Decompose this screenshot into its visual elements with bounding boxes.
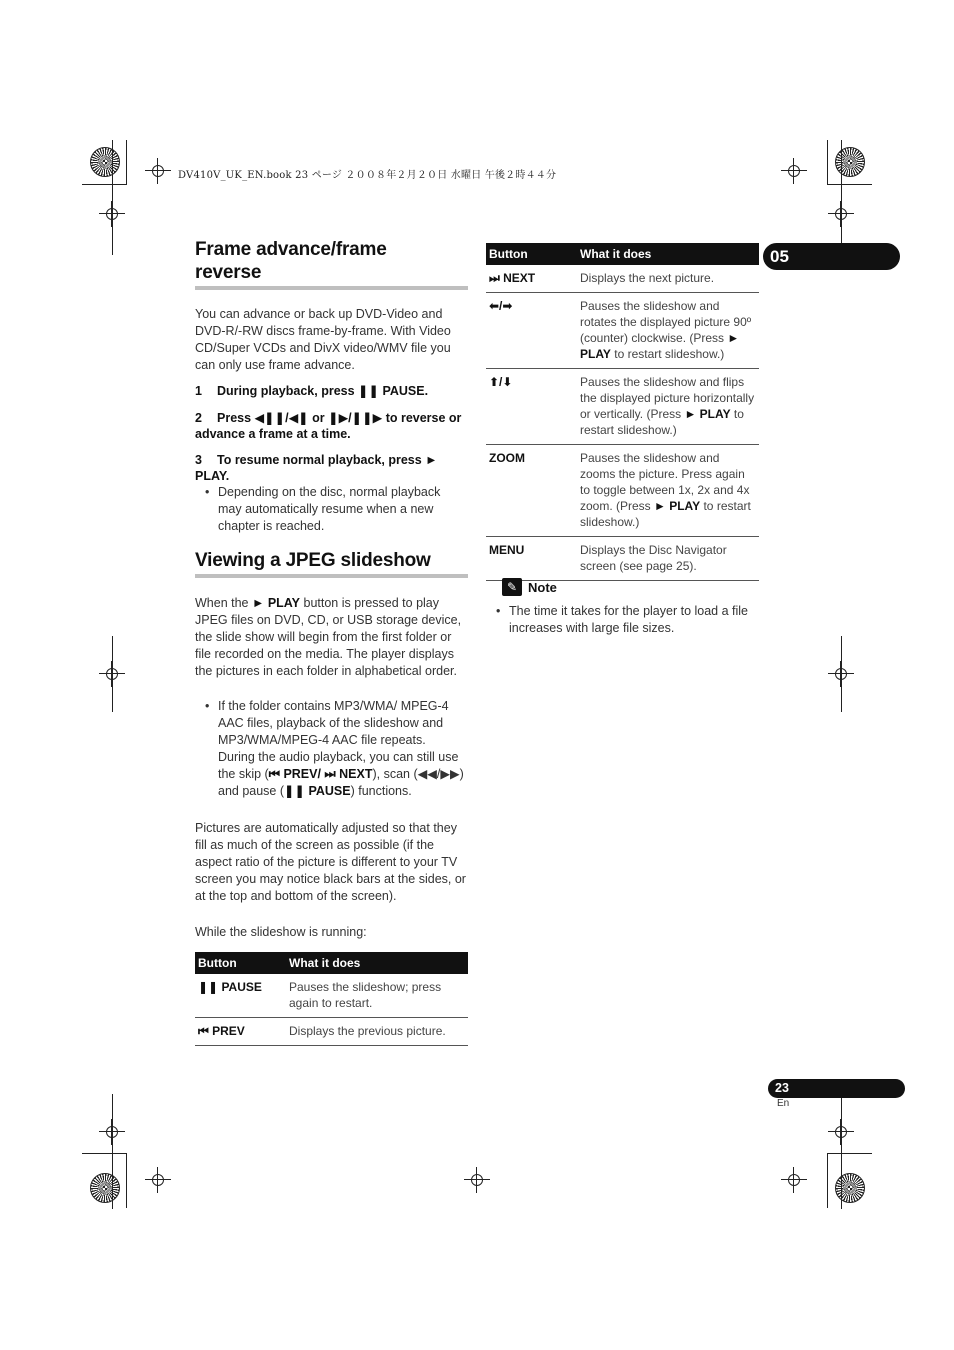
slideshow-button-table-right xyxy=(486,243,759,581)
trim-line xyxy=(827,1153,872,1154)
section-title-jpeg-slideshow: Viewing a JPEG slideshow xyxy=(195,550,431,571)
trim-line xyxy=(112,636,113,712)
bullet-icon: • xyxy=(205,699,210,713)
registration-mark xyxy=(145,158,171,184)
description-cell: Pauses the slideshow; press again to restart. xyxy=(286,974,468,1018)
button-cell: MENU xyxy=(486,537,577,581)
sunburst-mark-icon xyxy=(90,1173,120,1203)
note-text: The time it takes for the player to load a file increases with large file sizes. xyxy=(509,604,749,635)
column-header: Button xyxy=(486,243,577,265)
print-header: DV410V_UK_EN.book 23 ページ ２００８年２月２０日 水曜日 午後２時４４分 xyxy=(178,170,557,181)
button-cell: ❚❚ PAUSE xyxy=(195,974,286,1018)
description-cell: Displays the next picture. xyxy=(577,265,759,293)
section-rule xyxy=(195,574,468,578)
list-item: • If the folder contains MP3/WMA/ MPEG-4 AAC files, playback of the slideshow and MP3/WMA/MPEG-4 AAC file repeats. During the audio playback, you can still use the skip (⏮ PREV/ ⏭ NEXT), scan (◀◀/▶▶) and pause (❚❚ PAUSE) functions. xyxy=(205,699,464,798)
section-title-frame-advance: Frame advance/frame reverse xyxy=(195,239,387,283)
note-title: Note xyxy=(528,580,557,595)
trim-line xyxy=(827,1153,828,1208)
sunburst-mark-icon xyxy=(835,147,865,177)
trim-line xyxy=(841,140,842,255)
table-row xyxy=(486,265,759,293)
step-text: During playback, press ❚❚ PAUSE. xyxy=(217,384,429,398)
description-cell: Displays the Disc Navigator screen (see page 25). xyxy=(577,537,759,581)
page-number: 23 xyxy=(768,1079,905,1098)
table-row xyxy=(486,293,759,369)
trim-line xyxy=(126,140,127,185)
description-cell: Pauses the slideshow and zooms the picture. Press again to toggle between 1x, 2x and 4x zoom. (Press ► PLAY to restart slideshow.) xyxy=(577,445,759,537)
button-cell: ZOOM xyxy=(486,445,577,537)
description-cell: Pauses the slideshow and flips the displayed picture horizontally or vertically. (Press ► PLAY to restart slideshow.) xyxy=(577,369,759,445)
description-cell: Pauses the slideshow and rotates the displayed picture 90º (counter) clockwise. (Press ► PLAY to restart slideshow.) xyxy=(577,293,759,369)
registration-mark xyxy=(781,1167,807,1193)
trim-line xyxy=(841,1094,842,1209)
trim-line xyxy=(827,184,872,185)
trim-line xyxy=(841,636,842,712)
slideshow-auto-adjust: Pictures are automatically adjusted so that they fill as much of the screen as possible (if the aspect ratio of the picture is different to your TV screen you may notice black bars at the sides, or at the top and bottom of the screen). xyxy=(195,821,466,903)
trim-line xyxy=(126,1153,127,1208)
note-item xyxy=(496,603,759,637)
pencil-icon: ✎ xyxy=(502,578,522,596)
table-row xyxy=(195,974,468,1018)
section-rule xyxy=(195,286,468,290)
table-row xyxy=(486,369,759,445)
bullet-icon: • xyxy=(205,485,210,499)
slideshow-running-label: While the slideshow is running: xyxy=(195,925,367,939)
button-cell: ⏭ NEXT xyxy=(486,265,577,293)
step-number: 3 xyxy=(195,453,202,467)
frame-advance-intro: You can advance or back up DVD-Video and DVD-R/-RW discs frame-by-frame. With Video CD/Super VCDs and DivX video/WMV file you can only use frame advance. xyxy=(195,307,451,372)
step-1 xyxy=(195,383,465,399)
button-cell: ⬆/⬇ xyxy=(486,369,577,445)
bullet-icon: • xyxy=(496,604,501,618)
sunburst-mark-icon xyxy=(835,1173,865,1203)
trim-line xyxy=(82,184,127,185)
bullet-text: Depending on the disc, normal playback may automatically resume when a new chapter is reached. xyxy=(218,485,441,533)
button-cell: ⏮ PREV xyxy=(195,1018,286,1046)
registration-mark xyxy=(781,158,807,184)
list-item xyxy=(205,484,464,535)
trim-line xyxy=(112,140,113,255)
step-2 xyxy=(195,410,465,442)
slideshow-button-table-left xyxy=(195,952,468,1046)
column-header: Button xyxy=(195,952,286,974)
step-number: 2 xyxy=(195,411,202,425)
trim-line xyxy=(112,1094,113,1209)
column-header: What it does xyxy=(577,243,759,265)
column-header: What it does xyxy=(286,952,468,974)
page-language: En xyxy=(777,1098,790,1109)
button-cell: ⬅/➡ xyxy=(486,293,577,369)
step-text: Press ◀❚❚/◀❚ or ❚▶/❚❚▶ to reverse or advance a frame at a time. xyxy=(195,411,462,441)
step-3 xyxy=(195,452,455,484)
chapter-tab: 05 xyxy=(763,243,900,270)
table-row xyxy=(486,537,759,581)
trim-line xyxy=(827,140,828,185)
sunburst-mark-icon xyxy=(90,147,120,177)
table-row xyxy=(486,445,759,537)
slideshow-intro: When the ► PLAY button is pressed to play JPEG files on DVD, CD, or USB storage device, the slide show will begin from the first folder or file recorded on the media. The player displays the pictures in each folder in alphabetical order. xyxy=(195,596,462,678)
registration-mark xyxy=(145,1167,171,1193)
trim-line xyxy=(82,1153,127,1154)
description-cell: Displays the previous picture. xyxy=(286,1018,468,1046)
step-number: 1 xyxy=(195,384,202,398)
table-row xyxy=(195,1018,468,1046)
registration-mark xyxy=(464,1167,490,1193)
step-text: To resume normal playback, press ► PLAY. xyxy=(195,453,438,483)
